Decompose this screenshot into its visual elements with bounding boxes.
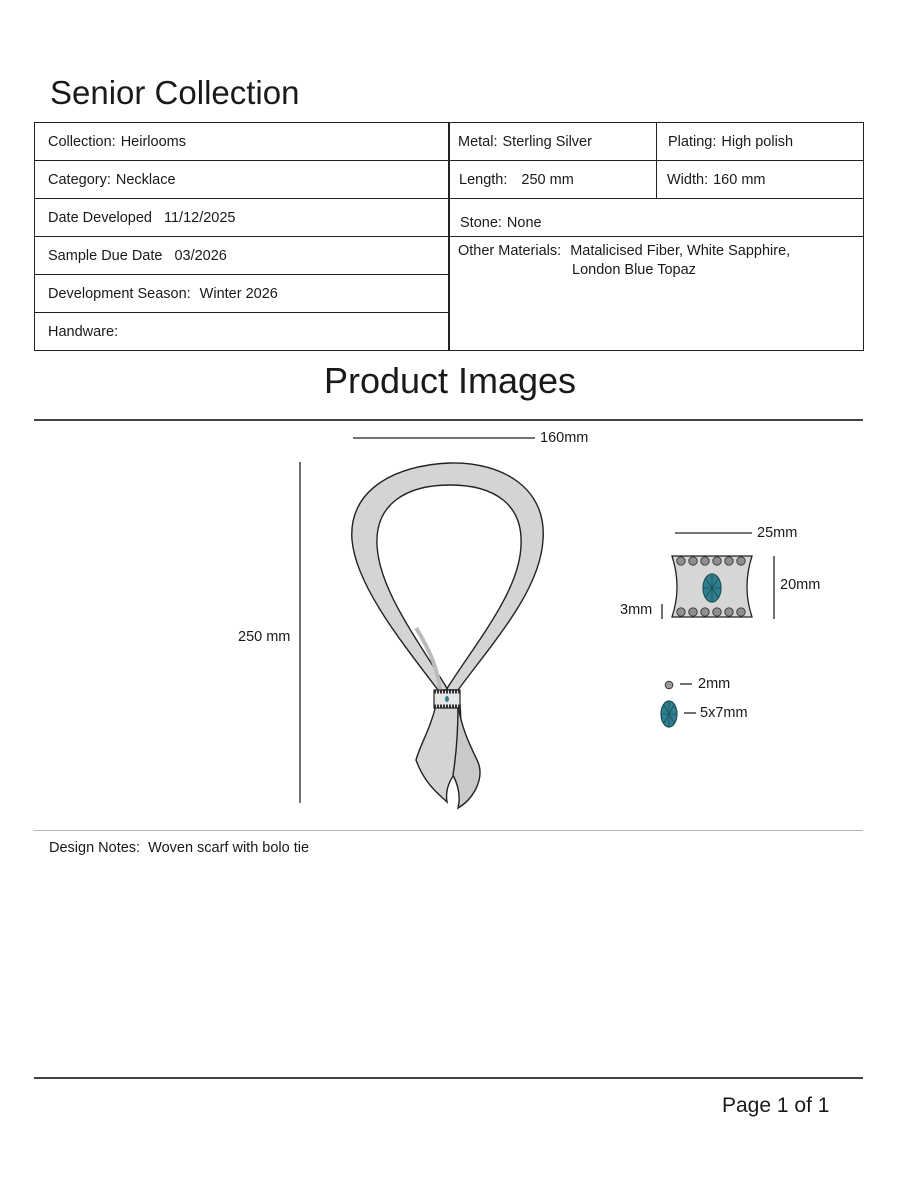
metal-value: Sterling Silver (502, 133, 592, 150)
small-stone-label: 2mm (698, 676, 731, 692)
season-label: Development Season: (48, 285, 191, 302)
date-developed-label: Date Developed (48, 209, 152, 226)
necklace-length-label: 250 mm (238, 629, 291, 645)
sample-due-label: Sample Due Date (48, 247, 163, 264)
season-value: Winter 2026 (199, 285, 278, 302)
stone-legend (661, 681, 696, 727)
design-notes (49, 840, 309, 856)
notes-divider (34, 830, 863, 831)
plating-value: High polish (721, 133, 794, 150)
length-label: Length: (459, 171, 508, 188)
hardware-label: Handware: (48, 323, 119, 340)
date-developed-value: 11/12/2025 (164, 209, 236, 226)
design-notes-value: Woven scarf with bolo tie (148, 840, 310, 856)
product-images-title: Product Images (323, 360, 577, 401)
stone-label: Stone: (460, 215, 502, 231)
metal-label: Metal: (458, 133, 498, 150)
other-materials-label: Other Materials: (458, 243, 562, 259)
page-number: Page 1 of 1 (722, 1094, 830, 1117)
footer-divider (34, 1077, 863, 1079)
collection-value: Heirlooms (120, 133, 186, 150)
category-value: Necklace (115, 171, 176, 188)
collection-label: Collection: (48, 133, 116, 150)
scarf-necklace (352, 463, 544, 808)
center-stone-label: 5x7mm (700, 705, 748, 721)
design-notes-label: Design Notes: (49, 840, 141, 856)
bolo-height-label: 20mm (780, 577, 821, 593)
width-value: 160 mm (713, 171, 766, 188)
bolo-slide-detail (662, 533, 774, 619)
other-materials-line2: London Blue Topaz (572, 262, 696, 278)
bolo-width-label: 25mm (757, 525, 798, 541)
sample-due-value: 03/2026 (174, 247, 227, 264)
stone-value: None (506, 215, 542, 231)
page-title: Senior Collection (50, 74, 300, 111)
category-label: Category: (48, 171, 111, 188)
length-value: 250 mm (521, 171, 574, 188)
other-materials-line1: Matalicised Fiber, White Sapphire, (570, 243, 791, 259)
width-label: Width: (667, 171, 709, 188)
bolo-edge-label: 3mm (620, 602, 653, 618)
necklace-width-label: 160mm (540, 430, 589, 446)
plating-label: Plating: (668, 133, 717, 150)
